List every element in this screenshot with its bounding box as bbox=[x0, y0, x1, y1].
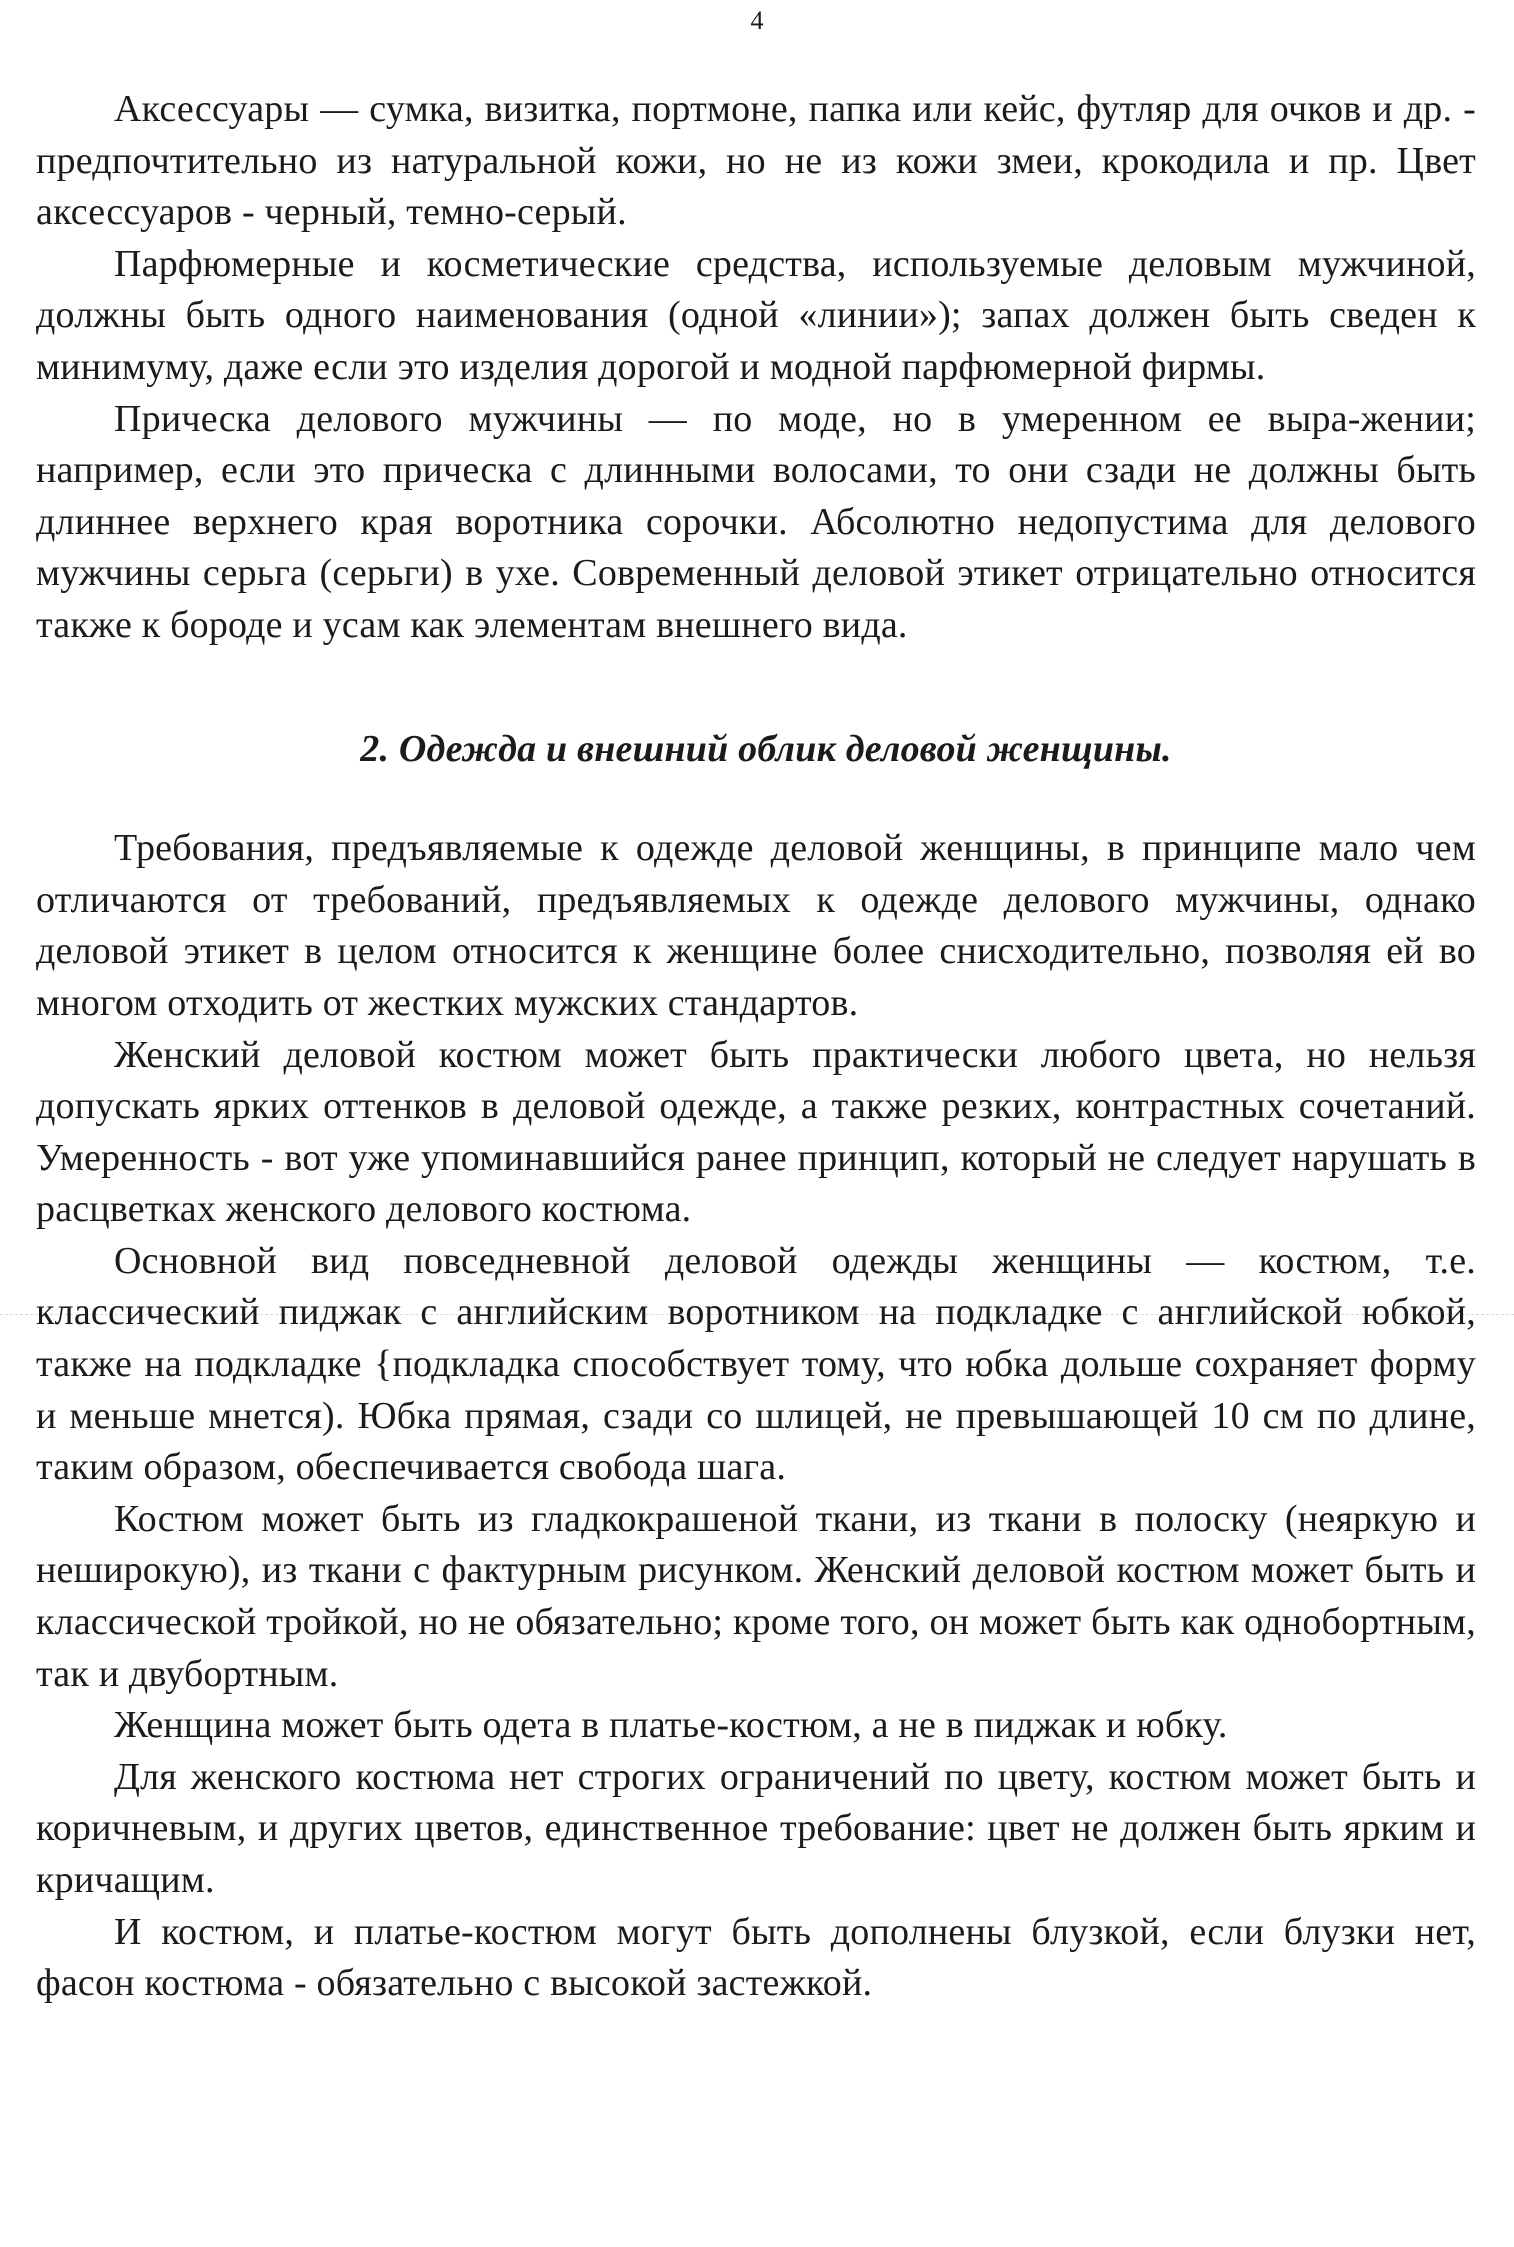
paragraph-color-restrictions: Для женского костюма нет строгих ограничений по цвету, костюм может быть и коричневым, и других цветов, единственное требование: цвет не должен быть ярким и кричащим. bbox=[36, 1755, 1476, 1901]
paragraph-accessories: Аксессуары — сумка, визитка, портмоне, папка или кейс, футляр для очков и др. - предпочтительно из натуральной кожи, но не из кожи змеи, крокодила и пр. Цвет аксессуаров - черный, темно-серый. bbox=[36, 88, 1476, 234]
page-number: 4 bbox=[750, 6, 764, 35]
section-heading: 2. Одежда и внешний облик деловой женщины. bbox=[360, 727, 1172, 770]
paragraph-suit-color: Женский деловой костюм может быть практически любого цвета, но нельзя допускать ярких оттенков в деловой одежде, а также резких, контрастных сочетаний. Умеренность - вот уже упоминавшийся ранее принцип, который не следует нарушать в расцветках женского делового костюма. bbox=[36, 1033, 1476, 1231]
document-body bbox=[36, 84, 1476, 2010]
paragraph-everyday-clothing: Основной вид повседневной деловой одежды женщины — костюм, т.е. классический пиджак с английским воротником на подкладке с английской юбкой, также на подкладке {подкладка способствует тому, что юбка дольше сохраняет форму и меньше мнется). Юбка прямая, сзади со шлицей, не превышающей 10 см по длине, таким образом, обеспечивается свобода шага. bbox=[36, 1239, 1476, 1489]
paragraph-dress-suit: Женщина может быть одета в платье-костюм, а не в пиджак и юбку. bbox=[114, 1704, 1228, 1747]
paragraph-blouse: И костюм, и платье-костюм могут быть дополнены блузкой, если блузки нет, фасон костюма - обязательно с высокой застежкой. bbox=[36, 1910, 1476, 2005]
paragraph-requirements: Требования, предъявляемые к одежде деловой женщины, в принципе мало чем отличаются от требований, предъявляемых к одежде делового мужчины, однако деловой этикет в целом относится к женщине более снисходительно, позволяя ей во многом отходить от жестких мужских стандартов. bbox=[36, 827, 1476, 1024]
paragraph-hairstyle: Прическа делового мужчины — по моде, но в умеренном ее выра-жении; например, если это прическа с длинными волосами, то они сзади не должны быть длиннее верхнего края воротника сорочки. Абсолютно недопустима для делового мужчины серьга (серьги) в ухе. Современный деловой этикет отрицательно относится также к бороде и усам как элементам внешнего вида. bbox=[36, 397, 1476, 646]
paragraph-fabric: Костюм может быть из гладкокрашеной ткани, из ткани в полоску (неяркую и неширокую), из ткани с фактурным рисунком. Женский деловой костюм может быть и классической тройкой, но не обязательно; кроме того, он может быть как однобортным, так и двубортным. bbox=[36, 1497, 1476, 1695]
paragraph-perfume: Парфюмерные и косметические средства, используемые деловым мужчиной, должны быть одного наименования (одной «линии»); запах должен быть сведен к минимуму, даже если это изделия дорогой и модной парфюмерной фирмы. bbox=[36, 242, 1476, 388]
